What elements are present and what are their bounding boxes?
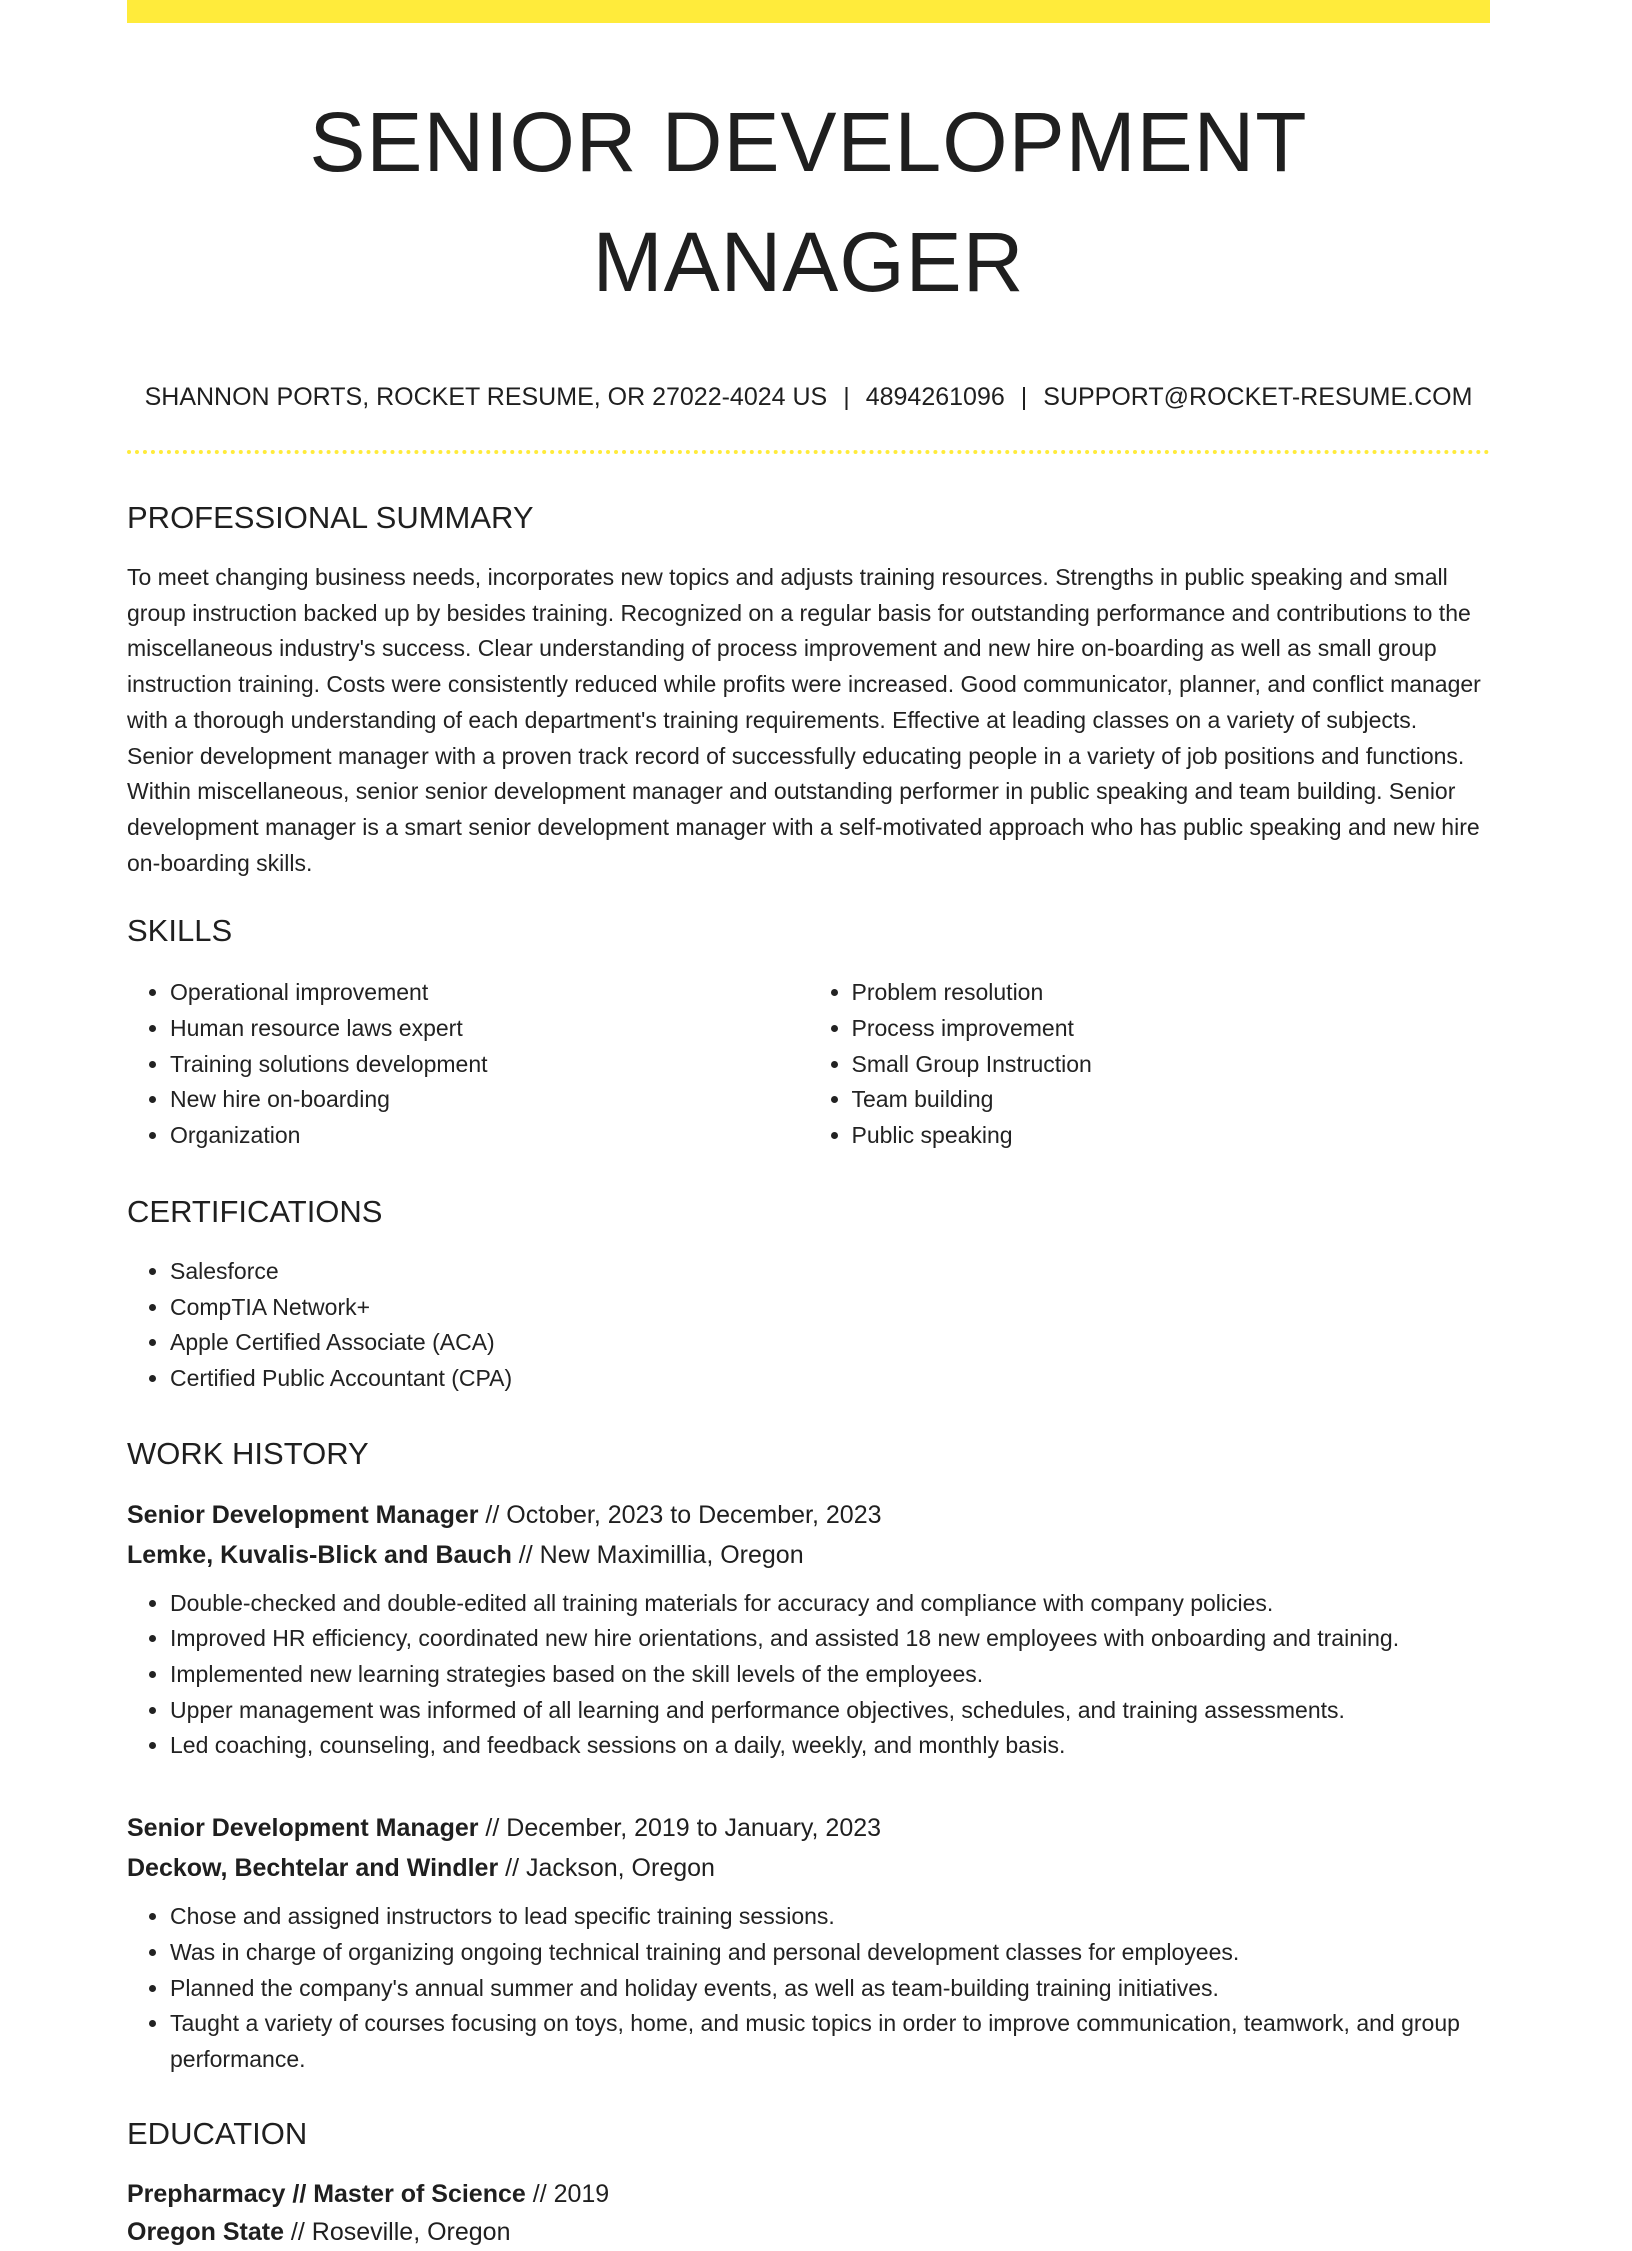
education-school: Oregon State	[127, 2217, 284, 2246]
certification-item: • Certified Public Accountant (CPA)	[170, 1361, 1490, 1397]
education-degree-line	[127, 2175, 1490, 2213]
skill-item: • Team building	[852, 1082, 1491, 1118]
skill-item: • Organization	[170, 1118, 809, 1154]
job-duty: • Implemented new learning strategies based on the skill levels of the employees.	[170, 1657, 1490, 1693]
job-duty: • Led coaching, counseling, and feedback sessions on a daily, weekly, and monthly basis.	[170, 1728, 1490, 1764]
job-dates: // December, 2019 to January, 2023	[478, 1814, 882, 1843]
summary-heading: PROFESSIONAL SUMMARY	[127, 500, 534, 535]
education-entry	[127, 2175, 1490, 2251]
skills-heading: SKILLS	[127, 913, 233, 949]
job-role: Senior Development Manager	[127, 1500, 479, 1529]
contact-separator: |	[1020, 383, 1028, 411]
skills-columns	[127, 975, 1490, 1154]
contact-email: SUPPORT@ROCKET-RESUME.COM	[1043, 383, 1473, 411]
skill-item: • Operational improvement	[170, 975, 809, 1011]
contact-phone: 4894261096	[865, 383, 1005, 411]
skill-item: • Process improvement	[852, 1011, 1491, 1047]
job-location: // Jackson, Oregon	[498, 1854, 715, 1883]
accent-bar	[127, 0, 1490, 23]
summary-text: To meet changing business needs, incorporates new topics and adjusts training resources. Strengths in public speaking and small group instruction backed up by besides training. Recognized on a regular basis for outstanding performance and contributions to the miscellaneous industry's success. Clear understanding of process improvement and new hire on-boarding as well as small group instruction training. Costs were consistently reduced while profits were increased. Good communicator, planner, and conflict manager with a thorough understanding of each department's training requirements. Effective at leading classes on a variety of subjects. Senior development manager with a proven track record of successfully educating people in a variety of job positions and functions. Within miscellaneous, senior senior development manager and outstanding performer in public speaking and team building. Senior development manager is a smart senior development manager with a self-motivated approach who has public speaking and new hire on-boarding skills.	[127, 564, 1481, 876]
job-title-line	[127, 1808, 1490, 1848]
certification-item: • Salesforce	[170, 1254, 1490, 1290]
job-duty: • Improved HR efficiency, coordinated new hire orientations, and assisted 18 new employees with onboarding and training.	[170, 1621, 1490, 1657]
job-duty: • Upper management was informed of all learning and performance objectives, schedules, and training assessments.	[170, 1693, 1490, 1729]
certifications-heading: CERTIFICATIONS	[127, 1193, 383, 1229]
skill-item: • New hire on-boarding	[170, 1082, 809, 1118]
education-heading: EDUCATION	[127, 2115, 308, 2151]
education-degree: Prepharmacy // Master of Science	[127, 2179, 526, 2208]
job-duty: • Double-checked and double-edited all training materials for accuracy and compliance with company policies.	[170, 1586, 1490, 1622]
resume-content	[127, 70, 1490, 2251]
certifications-list	[127, 1254, 1490, 1397]
job-duty: • Planned the company's annual summer and holiday events, as well as team-building training initiatives.	[170, 1971, 1490, 2007]
contact-line	[127, 380, 1490, 414]
job-dates: // October, 2023 to December, 2023	[478, 1500, 882, 1529]
dotted-divider	[127, 450, 1490, 454]
job-duties-list	[127, 1586, 1490, 1765]
skill-item: • Human resource laws expert	[170, 1011, 809, 1047]
job-title-line	[127, 1495, 1490, 1535]
contact-separator: |	[843, 383, 850, 411]
resume-title: SENIOR DEVELOPMENT MANAGER	[309, 95, 1308, 309]
skills-list-right	[809, 975, 1491, 1154]
job-duty: • Chose and assigned instructors to lead specific training sessions.	[170, 1899, 1490, 1935]
contact-address: SHANNON PORTS, ROCKET RESUME, OR 27022-4024 US	[144, 383, 828, 411]
job-duties-list	[127, 1899, 1490, 2078]
education-year: // 2019	[525, 2179, 610, 2208]
job-company: Deckow, Bechtelar and Windler	[127, 1854, 499, 1883]
skill-item: • Small Group Instruction	[852, 1047, 1491, 1083]
certification-item: • CompTIA Network+	[170, 1290, 1490, 1326]
job-entry	[127, 1808, 1490, 2078]
job-location: // New Maximillia, Oregon	[511, 1540, 804, 1569]
job-role: Senior Development Manager	[127, 1814, 479, 1843]
job-entry	[127, 1495, 1490, 1765]
job-duty: • Was in charge of organizing ongoing technical training and personal development classes for employees.	[170, 1935, 1490, 1971]
job-company-line	[127, 1848, 1490, 1888]
job-duty: • Taught a variety of courses focusing on toys, home, and music topics in order to improve communication, teamwork, and group performance.	[170, 2006, 1490, 2077]
skill-item: • Training solutions development	[170, 1047, 809, 1083]
education-location: // Roseville, Oregon	[283, 2217, 511, 2246]
skill-item: • Problem resolution	[852, 975, 1491, 1011]
work-history-heading: WORK HISTORY	[127, 1435, 369, 1471]
job-company: Lemke, Kuvalis-Blick and Bauch	[127, 1540, 512, 1569]
certification-item: • Apple Certified Associate (ACA)	[170, 1325, 1490, 1361]
skills-list-left	[127, 975, 809, 1154]
job-company-line	[127, 1535, 1490, 1575]
education-school-line	[127, 2213, 1490, 2251]
skill-item: • Public speaking	[852, 1118, 1491, 1154]
